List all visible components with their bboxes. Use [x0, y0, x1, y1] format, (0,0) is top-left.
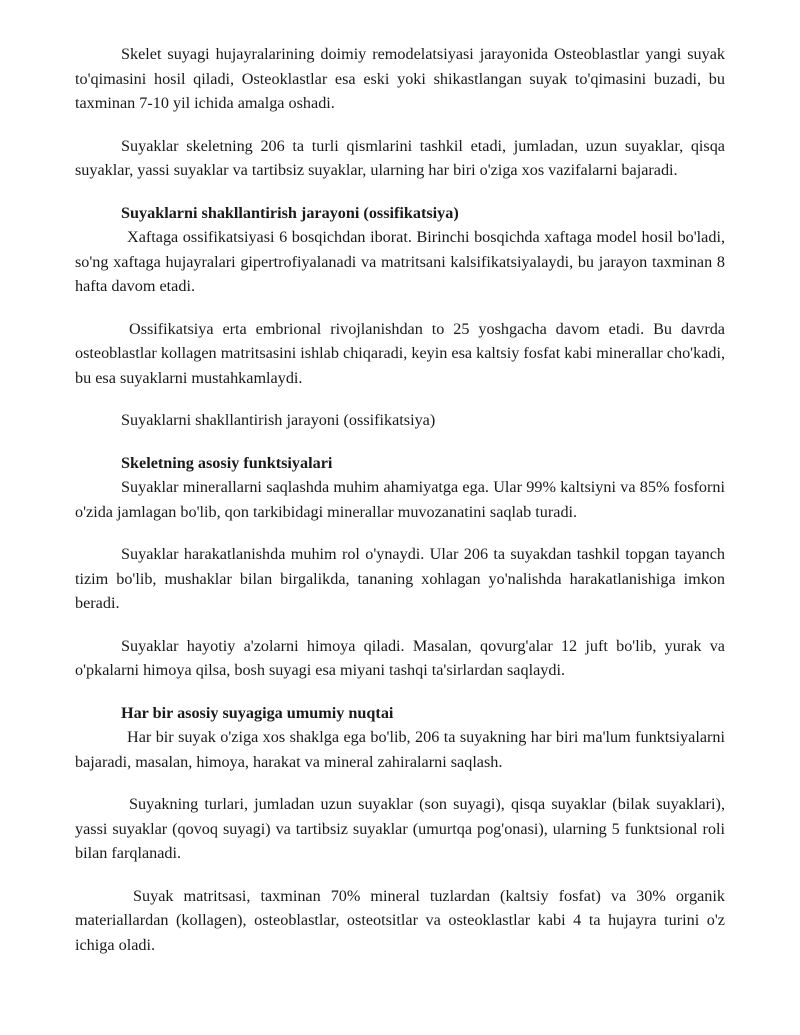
- paragraph-ossification-repeat: Suyaklarni shakllantirish jarayoni (ossifikatsiya): [121, 411, 436, 429]
- paragraph-protection: Suyaklar hayotiy a'zolarni himoya qiladi. Masalan, qovurg'alar 12 juft bo'lib, yurak va o'pkalarni himoya qilsa, bosh suyagi esa miyani tashqi ta'sirlardan saqlaydi.: [75, 636, 725, 679]
- paragraph-movement: Suyaklar harakatlanishda muhim rol o'ynaydi. Ular 206 ta suyakdan tashkil topgan tayanch tizim bo'lib, mushaklar bilan birgalikda, tananing xohlagan yo'nalishda harakatlanishiga imkon beradi.: [75, 545, 725, 612]
- paragraph-bone-kinds: Suyakning turlari, jumladan uzun suyaklar (son suyagi), qisqa suyaklar (bilak suyaklari), yassi suyaklar (qovoq suyagi) va tartibsiz suyaklar (umurtqa pog'onasi), ularning 5 funktsional roli bilan farqlanadi.: [75, 795, 725, 862]
- paragraph-bone-types: Suyaklar skeletning 206 ta turli qismlarini tashkil etadi, jumladan, uzun suyaklar, qisqa suyaklar, yassi suyaklar va tartibsiz suyaklar, ularning har biri o'ziga xos vazifalarni bajaradi.: [75, 136, 725, 179]
- paragraph-remodeling: Skelet suyagi hujayralarining doimiy remodelatsiyasi jarayonida Osteoblastlar yangi suyak to'qimasini hosil qiladi, Osteoklastlar esa eski yoki shikastlangan suyak to'qimasini buzadi, bu taxminan 7-10 yil ichida amalga oshadi.: [75, 45, 725, 112]
- paragraph-ossification-period: Ossifikatsiya erta embrional rivojlanishdan to 25 yoshgacha davom etadi. Bu davrda osteoblastlar kollagen matritsasini ishlab chiqaradi, keyin esa kaltsiy fosfat kabi minerallar cho'kadi, bu esa suyaklarni mustahkamlaydi.: [75, 319, 725, 387]
- heading-bone-overview: Har bir asosiy suyagiga umumiy nuqtai: [121, 703, 394, 722]
- document-page: [75, 42, 725, 975]
- paragraph-bone-matrix: Suyak matritsasi, taxminan 70% mineral tuzlardan (kaltsiy fosfat) va 30% organik materiallardan (kollagen), osteoblastlar, osteotsitlar va osteoklastlar kabi 4 ta hujayra turini o'z ichiga oladi.: [75, 886, 725, 954]
- paragraph-mineral-storage: Suyaklar minerallarni saqlashda muhim ahamiyatga ega. Ular 99% kaltsiyni va 85% fosforni o'zida jamlagan bo'lib, qon tarkibidagi minerallar muvozanatini saqlab turadi.: [75, 478, 725, 521]
- heading-ossification: Suyaklarni shakllantirish jarayoni (ossifikatsiya): [121, 203, 459, 222]
- heading-skeleton-functions: Skeletning asosiy funktsiyalari: [121, 453, 333, 472]
- paragraph-bone-shapes: Har bir suyak o'ziga xos shaklga ega bo'lib, 206 ta suyakning har biri ma'lum funktsiyalarni bajaradi, masalan, himoya, harakat va mineral zahiralarni saqlash.: [75, 728, 725, 771]
- paragraph-cartilage-ossification: Xaftaga ossifikatsiyasi 6 bosqichdan iborat. Birinchi bosqichda xaftaga model hosil bo'ladi, so'ng xaftaga hujayralari gipertrofiyalanadi va matritsani kalsifikatsiyalaydi, bu jarayon taxminan 8 hafta davom etadi.: [75, 228, 725, 295]
